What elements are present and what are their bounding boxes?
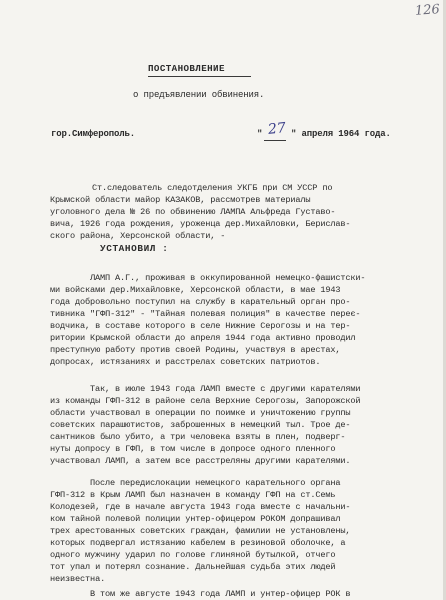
intro-line: ского района, Херсонской области, - bbox=[50, 231, 226, 241]
paragraph-line: допросах, истязаниях и расстрелах советских патриотов. bbox=[50, 357, 321, 367]
paragraph-line: трех арестованных советских граждан, фамилии не установлены, bbox=[50, 526, 351, 536]
paragraph-line: тивника "ГФП-312" - "Тайная полевая полиция" в качестве переє- bbox=[50, 309, 361, 319]
paragraph-line: водчика, в составе которого в селе Нижние Серогозы и на тер- bbox=[50, 321, 351, 331]
paragraph-line: В том же августе 1943 года ЛАМП и унтер-офицер РОК в bbox=[90, 589, 351, 599]
section-heading: УСТАНОВИЛ : bbox=[100, 243, 169, 254]
paragraph-line: области участвовал в операции по поимке и уничтожению группы bbox=[50, 408, 351, 418]
paragraph-line: ми войсками дер.Михайловке, Херсонской области, в мае 1943 bbox=[50, 285, 341, 295]
document-title: ПОСТАНОВЛЕНИЕ bbox=[148, 63, 225, 74]
page-number: 126 bbox=[414, 2, 441, 19]
intro-line: Крымской области майор КАЗАКОВ, рассмотрев материалы bbox=[50, 195, 311, 205]
paragraph-line: года добровольно поступил на службу в карательный орган про- bbox=[50, 297, 351, 307]
paragraph-line: одного мужчину ударил по голове глиняной бутылкой, отчего bbox=[50, 550, 336, 560]
document-subtitle: о предъявлении обвинения. bbox=[133, 90, 265, 100]
intro-line: вича, 1926 года рождения, уроженца дер.Михайловки, Берислав- bbox=[50, 219, 351, 229]
date-day-underline bbox=[264, 140, 286, 141]
date-day-handwritten: 27 bbox=[267, 120, 287, 138]
paragraph-line: Колодезей, где в начале августа 1943 года вместе с начальни- bbox=[50, 502, 351, 512]
paragraph-line: преступную работу против своей Родины, участвуя в арестах, bbox=[50, 345, 341, 355]
paragraph-line: нуты допросу в ГФП, в том числе в допросе одного пленного bbox=[50, 444, 336, 454]
paragraph-line: участвовал ЛАМП, а затем все расстреляны другими карателями. bbox=[50, 456, 351, 466]
paragraph-line: советских парашютистов, заброшенных в немецкий тыл. Трое де- bbox=[50, 420, 351, 430]
paragraph-line: ритории Крымской области до апреля 1944 года активно проводил bbox=[50, 333, 356, 343]
paragraph-line: ГФП-312 в Крым ЛАМП был назначен в команду ГФП на ст.Семь bbox=[50, 490, 336, 500]
paragraph-line: из команды ГФП-312 в районе села Верхние Серогозы, Запорожской bbox=[50, 396, 361, 406]
paragraph-line: неизвестна. bbox=[50, 574, 106, 584]
paragraph-line: сантников было убито, а три человека взяты в плен, подверг- bbox=[50, 432, 346, 442]
paragraph-line: Так, в июле 1943 года ЛАМП вместе с другими карателями bbox=[90, 384, 361, 394]
paragraph-line: тот упал и потерял сознание. Дальнейшая судьба этих людей bbox=[50, 562, 336, 572]
date-open-quote: " bbox=[257, 129, 263, 139]
title-underline bbox=[148, 76, 251, 77]
paragraph-line: После передислокации немецкого карательного органа bbox=[90, 478, 341, 488]
intro-line: уголовного дела № 26 по обвинению ЛАМПА Альфреда Густаво- bbox=[50, 207, 336, 217]
paragraph-line: которых подвергал истязанию кабелем в резиновой оболочке, а bbox=[50, 538, 346, 548]
intro-line: Ст.следователь следотделения УКГБ при СМ УССР по bbox=[92, 183, 333, 193]
place-label: гор.Симферополь. bbox=[51, 129, 136, 139]
paragraph-line: ком тайной полевой полиции унтер-офицером РОКОМ допрашивал bbox=[50, 514, 341, 524]
paragraph-line: ЛАМП А.Г., проживая в оккупированной немецко-фашистски- bbox=[90, 273, 366, 283]
date-month-year: " апреля 1964 года. bbox=[291, 129, 391, 139]
